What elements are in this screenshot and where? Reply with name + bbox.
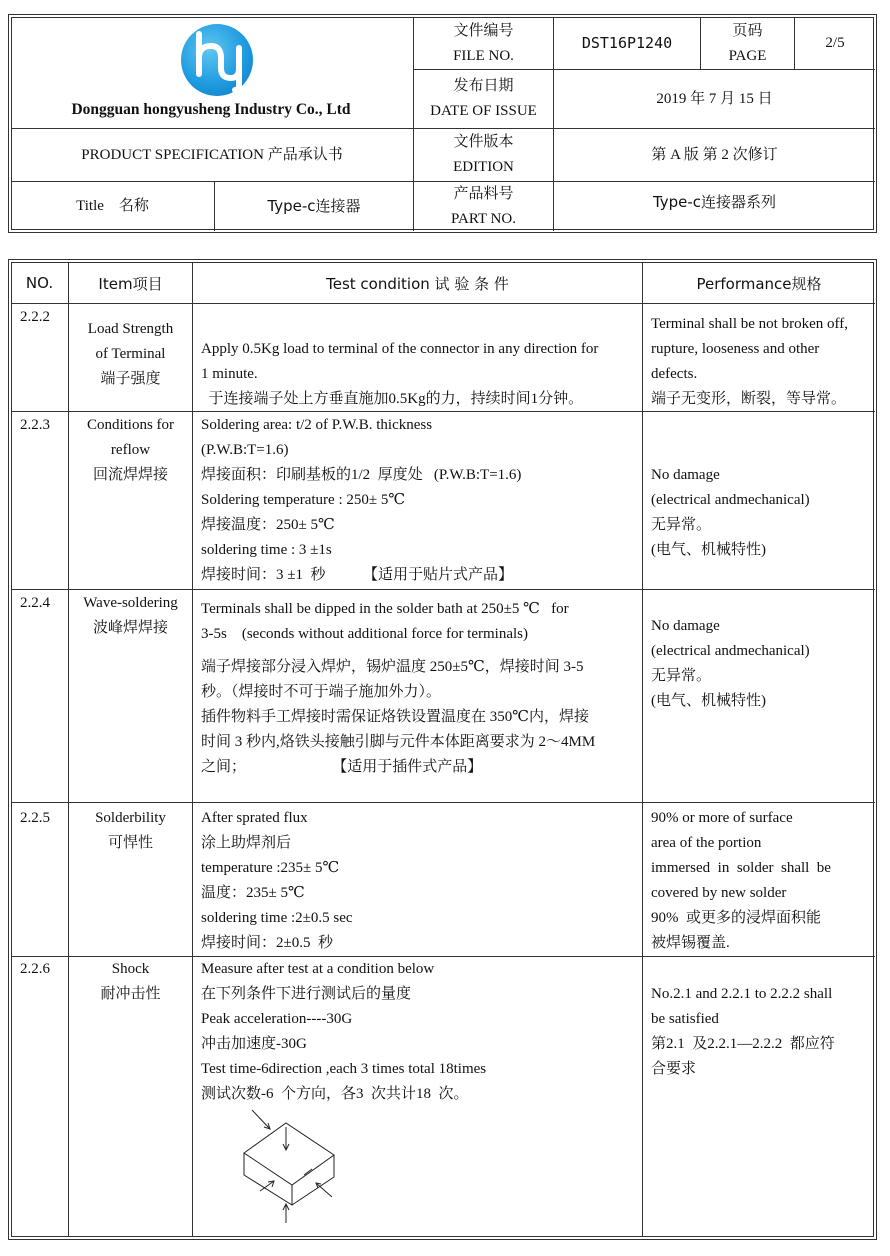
- performance-line: rupture, looseness and other: [651, 341, 820, 357]
- file-no-label: [414, 18, 553, 69]
- part-label: [414, 182, 553, 231]
- test-condition-line: 温度：235± 5℃: [201, 885, 305, 901]
- item-name-line: of Terminal: [95, 346, 166, 362]
- col-header-no: NO.: [25, 274, 54, 292]
- performance-line: be satisfied: [651, 1011, 719, 1027]
- part-label-en: PART NO.: [451, 210, 516, 227]
- test-condition-line: 焊接温度：250± 5℃: [201, 517, 335, 533]
- company-logo: [181, 24, 253, 96]
- test-condition-line: Apply 0.5Kg load to terminal of the connector in any direction for: [201, 341, 599, 357]
- company-name: Dongguan hongyusheng Industry Co., Ltd: [71, 101, 351, 118]
- page-label-cn: 页码: [732, 22, 763, 39]
- performance-line: 90% 或更多的浸焊面积能: [651, 910, 821, 926]
- performance-line: 被焊锡覆盖.: [651, 935, 730, 951]
- page-value: 2/5: [825, 35, 845, 51]
- performance-line: (electrical andmechanical): [651, 643, 810, 659]
- row-number: 2.2.6: [20, 961, 50, 977]
- row-number: 2.2.5: [20, 810, 50, 826]
- col-header-performance: Performance规格: [696, 274, 822, 293]
- performance-line: 无异常。: [651, 517, 712, 533]
- performance-line: area of the portion: [651, 835, 762, 851]
- test-condition-line: soldering time : 3 ±1s: [201, 542, 332, 558]
- performance-line: (电气、机械特性): [651, 542, 766, 558]
- performance-line: covered by new solder: [651, 885, 787, 901]
- test-condition-line: 焊接时间：3 ±1 秒 【适用于贴片式产品】: [201, 567, 513, 583]
- item-name-line: reflow: [110, 442, 151, 458]
- date-label: [414, 70, 553, 128]
- test-condition-line: 端子焊接部分浸入焊炉，锡炉温度 250±5℃，焊接时间 3-5: [201, 659, 584, 675]
- performance-line: 无异常。: [651, 668, 712, 684]
- performance-line: (电气、机械特性): [651, 693, 766, 709]
- file-no-value: DST16P1240: [581, 34, 673, 52]
- test-condition-line: 之间； 【适用于插件式产品】: [201, 759, 483, 775]
- test-condition-line: Terminals shall be dipped in the solder bath at 250±5 ℃ for: [201, 601, 569, 617]
- test-condition-line: (P.W.B:T=1.6): [201, 442, 289, 458]
- shock-direction-diagram: [230, 1105, 350, 1225]
- item-name-line: Wave-soldering: [83, 595, 178, 611]
- performance-line: 合要求: [651, 1061, 697, 1077]
- test-condition-line: Test time-6direction ,each 3 times total 18times: [201, 1061, 487, 1077]
- test-condition-line: Soldering area: t/2 of P.W.B. thickness: [201, 417, 433, 433]
- edition-label: [414, 129, 553, 181]
- page-label: [701, 18, 794, 69]
- performance-line: (electrical andmechanical): [651, 492, 810, 508]
- item-name-line: 端子强度: [100, 371, 161, 387]
- performance-line: 端子无变形，断裂，等导常。: [651, 391, 847, 407]
- title-label: Title 名称: [76, 198, 149, 214]
- date-label-cn: 发布日期: [453, 78, 514, 94]
- item-name-line: 回流焊焊接: [92, 467, 168, 483]
- test-condition-line: 插件物料手工焊接时需保证烙铁设置温度在 350℃内，焊接: [201, 709, 590, 725]
- row-divider: [11, 589, 875, 590]
- col-header-item: Item项目: [98, 274, 163, 293]
- row-number: 2.2.2: [20, 309, 50, 325]
- column-divider: [192, 262, 193, 1237]
- test-condition-line: Measure after test at a condition below: [201, 961, 435, 977]
- part-value: Type-c连接器系列: [652, 192, 777, 211]
- performance-line: immersed in solder shall be: [651, 860, 831, 876]
- test-condition-line: 秒。（焊接时不可于端子施加外力）。: [201, 684, 442, 700]
- edition-label-en: EDITION: [453, 159, 514, 175]
- test-condition-line: 3-5s (seconds without additional force for terminals): [201, 626, 528, 642]
- title-value: Type-c连接器: [267, 197, 361, 215]
- performance-line: No damage: [651, 618, 720, 634]
- edition-value: 第 A 版 第 2 次修订: [651, 146, 778, 163]
- performance-line: No.2.1 and 2.2.1 to 2.2.2 shall: [651, 986, 833, 1002]
- test-condition-line: Soldering temperature : 250± 5℃: [201, 492, 406, 508]
- test-condition-line: 冲击加速度-30G: [201, 1036, 307, 1052]
- spec-title: PRODUCT SPECIFICATION 产品承认书: [81, 146, 343, 163]
- item-name-line: Load Strength: [87, 321, 174, 337]
- date-value: 2019 年 7 月 15 日: [656, 90, 773, 107]
- item-name-line: Conditions for: [86, 417, 175, 433]
- item-name-line: 可悍性: [107, 835, 153, 851]
- test-condition-line: 1 minute.: [201, 366, 258, 382]
- performance-line: 90% or more of surface: [651, 810, 793, 826]
- edition-label-cn: 文件版本: [453, 134, 514, 150]
- file-no-label-en: FILE NO.: [453, 47, 514, 64]
- test-condition-line: 在下列条件下进行测试后的量度: [201, 986, 412, 1002]
- file-no-label-cn: 文件编号: [453, 22, 514, 39]
- row-divider: [11, 802, 875, 803]
- date-label-en: DATE OF ISSUE: [430, 103, 537, 119]
- item-name-line: Solderbility: [95, 810, 166, 826]
- item-name-line: 波峰焊焊接: [92, 620, 168, 636]
- test-condition-line: 时间 3 秒内,烙铁头接触引脚与元件本体距离要求为 2～4MM: [201, 734, 596, 750]
- row-number: 2.2.3: [20, 417, 50, 433]
- row-divider: [11, 303, 875, 304]
- test-condition-line: 涂上助焊剂后: [201, 835, 292, 851]
- performance-line: Terminal shall be not broken off,: [651, 316, 848, 332]
- performance-line: No damage: [651, 467, 720, 483]
- column-divider: [68, 262, 69, 1237]
- item-name-line: Shock: [111, 961, 150, 977]
- test-condition-line: temperature :235± 5℃: [201, 860, 340, 876]
- test-condition-line: 测试次数-6 个方向，各3 次共计18 次。: [201, 1086, 469, 1102]
- item-name-line: 耐冲击性: [100, 986, 161, 1002]
- column-divider: [642, 262, 643, 1237]
- part-label-cn: 产品料号: [453, 185, 514, 202]
- test-condition-line: Peak acceleration----30G: [201, 1011, 353, 1027]
- test-condition-line: 焊接时间：2±0.5 秒: [201, 935, 333, 951]
- row-number: 2.2.4: [20, 595, 50, 611]
- test-condition-line: 于连接端子处上方垂直施加0.5Kg的力，持续时间1分钟。: [201, 391, 584, 407]
- test-condition-line: 焊接面积：印刷基板的1/2 厚度处 (P.W.B:T=1.6): [201, 467, 522, 483]
- hy-logo-icon: [181, 24, 253, 96]
- performance-line: defects.: [651, 366, 698, 382]
- test-condition-line: After sprated flux: [201, 810, 308, 826]
- test-condition-line: soldering time :2±0.5 sec: [201, 910, 353, 926]
- page-label-en: PAGE: [728, 47, 767, 64]
- col-header-test-condition: Test condition 试 验 条 件: [326, 274, 509, 293]
- performance-line: 第2.1 及2.2.1—2.2.2 都应符: [651, 1036, 835, 1052]
